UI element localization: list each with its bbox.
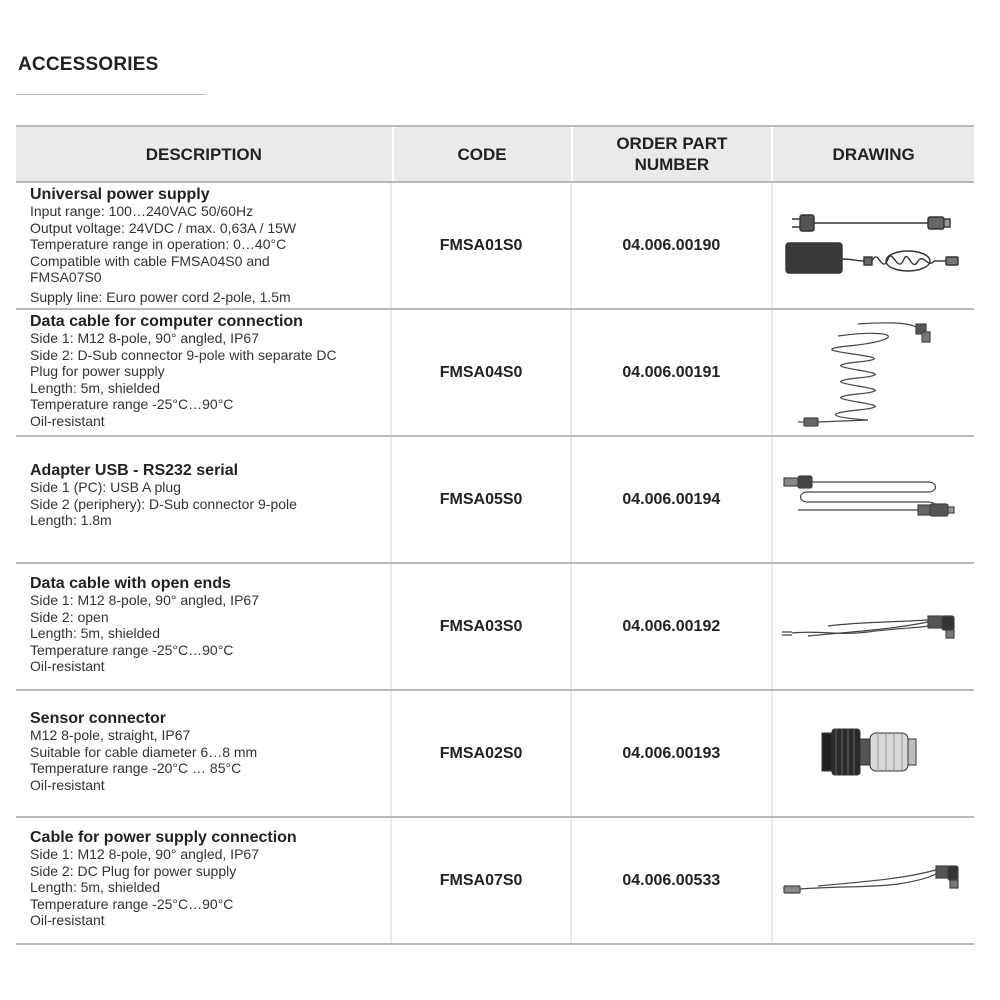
product-title: Data cable with open ends [30, 575, 231, 592]
spec-line: Side 2: DC Plug for power supply [30, 862, 237, 879]
description-cell [16, 818, 392, 943]
spec-line: FMSA07S0 [30, 269, 102, 285]
spec-line: Oil-resistant [30, 658, 105, 674]
spec-line: Length: 1.8m [30, 512, 112, 528]
order-number-cell: 04.006.00192 [572, 564, 773, 689]
spec-line: Length: 5m, shielded [30, 625, 160, 641]
usb-adapter-icon [778, 470, 968, 530]
spec-line: Input range: 100…240VAC 50/60Hz [30, 203, 254, 219]
table-row [16, 183, 974, 310]
spec-line: Temperature range in operation: 0…40°C [30, 236, 287, 252]
spec-line: Plug for power supply [30, 363, 165, 379]
table-row [16, 437, 974, 564]
order-number-cell: 04.006.00191 [572, 310, 773, 435]
power-cable-icon [778, 856, 968, 906]
product-title: Adapter USB - RS232 serial [30, 462, 239, 479]
product-title: Universal power supply [30, 186, 210, 203]
header-description: DESCRIPTION [16, 127, 394, 181]
code-cell: FMSA05S0 [392, 437, 571, 562]
spec-line: Side 1: M12 8-pole, 90° angled, IP67 [30, 330, 259, 346]
drawing-cell [773, 437, 974, 562]
header-order-part-number [573, 127, 774, 181]
spec-line: Suitable for cable diameter 6…8 mm [30, 743, 258, 760]
product-title: Cable for power supply connection [30, 829, 297, 846]
spec-line: Length: 5m, shielded [30, 879, 160, 895]
coiled-cable-icon [778, 314, 968, 432]
section-divider [16, 94, 206, 95]
spec-line: Compatible with cable FMSA04S0 and [30, 252, 270, 269]
table-row [16, 691, 974, 818]
header-drawing: DRAWING [832, 144, 915, 164]
drawing-cell [773, 564, 974, 689]
spec-line: Output voltage: 24VDC / max. 0,63A / 15W [30, 219, 297, 236]
product-title: Sensor connector [30, 710, 167, 727]
drawing-cell [773, 691, 974, 816]
order-number-cell: 04.006.00190 [572, 183, 773, 308]
spec-line: Supply line: Euro power cord 2-pole, 1.5m [30, 288, 291, 305]
drawing-cell [773, 818, 974, 943]
header-order-line1: ORDER PART [616, 134, 728, 153]
spec-line: Temperature range -25°C…90°C [30, 396, 234, 412]
header-code: CODE [394, 127, 573, 181]
header-order-line2: NUMBER [634, 155, 710, 174]
spec-line: Side 1 (PC): USB A plug [30, 479, 181, 495]
sensor-connector-icon [808, 719, 938, 789]
table-header [16, 127, 974, 183]
code-cell: FMSA01S0 [392, 183, 571, 308]
description-cell [16, 310, 392, 435]
section-title: ACCESSORIES [18, 54, 159, 75]
spec-line: M12 8-pole, straight, IP67 [30, 727, 191, 743]
order-number-cell: 04.006.00193 [572, 691, 773, 816]
spec-line: Oil-resistant [30, 412, 105, 429]
spec-line: Side 2: D-Sub connector 9-pole with separate DC [30, 346, 337, 363]
spec-line: Side 1: M12 8-pole, 90° angled, IP67 [30, 846, 259, 862]
description-cell [16, 183, 392, 308]
table-row [16, 564, 974, 691]
spec-line: Temperature range -20°C … 85°C [30, 760, 242, 776]
spec-line: Oil-resistant [30, 776, 105, 793]
code-cell: FMSA02S0 [392, 691, 571, 816]
table-row [16, 818, 974, 945]
spec-line: Oil-resistant [30, 912, 105, 928]
code-cell: FMSA04S0 [392, 310, 571, 435]
spec-line: Side 2: open [30, 608, 109, 625]
description-cell [16, 437, 392, 562]
drawing-cell [773, 310, 974, 435]
power-supply-icon [778, 201, 968, 291]
spec-line: Temperature range -25°C…90°C [30, 895, 234, 912]
accessories-table [16, 125, 974, 945]
description-cell [16, 564, 392, 689]
code-cell: FMSA07S0 [392, 818, 571, 943]
spec-line: Side 1: M12 8-pole, 90° angled, IP67 [30, 592, 259, 608]
spec-line: Side 2 (periphery): D-Sub connector 9-pole [30, 495, 297, 512]
open-ends-cable-icon [778, 602, 968, 652]
code-cell: FMSA03S0 [392, 564, 571, 689]
description-cell [16, 691, 392, 816]
spec-line: Temperature range -25°C…90°C [30, 641, 234, 658]
order-number-cell: 04.006.00533 [572, 818, 773, 943]
order-number-cell: 04.006.00194 [572, 437, 773, 562]
table-row [16, 310, 974, 437]
spec-line: Length: 5m, shielded [30, 379, 160, 396]
product-title: Data cable for computer connection [30, 313, 303, 330]
drawing-cell [773, 183, 974, 308]
